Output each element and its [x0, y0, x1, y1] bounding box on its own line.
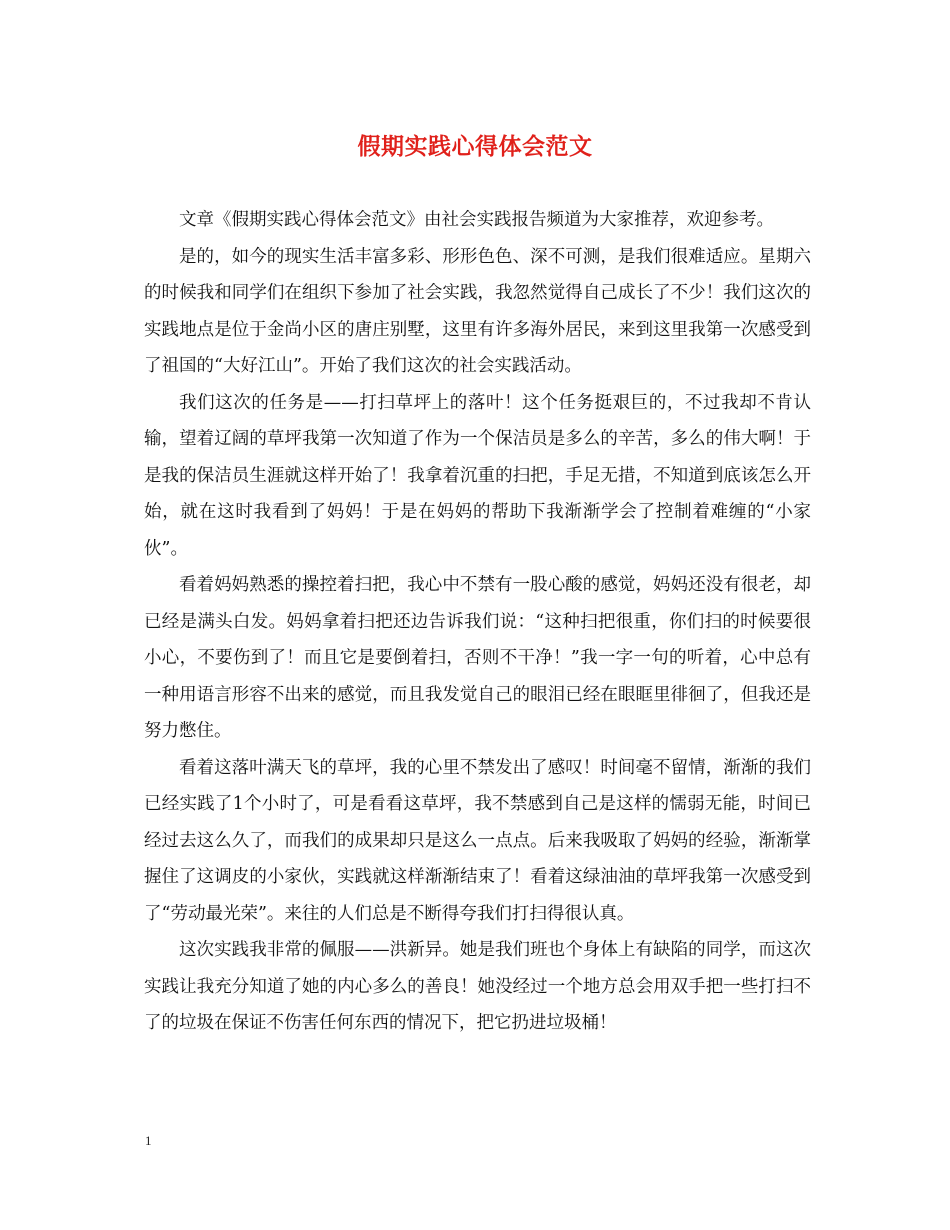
paragraph-4: 看着妈妈熟悉的操控着扫把，我心中不禁有一股心酸的感觉，妈妈还没有很老，却已经是满头白发。妈妈拿着扫把还边告诉我们说：“这种扫把很重，你们扫的时候要很小心，不要伤到了！而且它是要倒着扫，否则不干净！”我一字一句的听着，心中总有一种用语言形容不出来的感觉，而且我发觉自己的眼泪已经在眼眶里徘徊了，但我还是努力憋住。	[144, 575, 811, 741]
paragraph-5: 看着这落叶满天飞的草坪，我的心里不禁发出了感叹！时间毫不留情，渐渐的我们已经实践了1个小时了，可是看看这草坪，我不禁感到自己是这样的懦弱无能，时间已经过去这么久了，而我们的成果却只是这么一点点。后来我吸取了妈妈的经验，渐渐掌握住了这调皮的小家伙，实践就这样渐渐结束了！看着这绿油油的草坪我第一次感受到了“劳动最光荣”。来往的人们总是不断得夸我们打扫得很认真。	[144, 757, 811, 924]
page-number: 1	[145, 1133, 152, 1148]
paragraph-intro: 文章《假期实践心得体会范文》由社会实践报告频道为大家推荐，欢迎参考。	[179, 210, 774, 230]
paragraph-2: 是的，如今的现实生活丰富多彩、形形色色、深不可测，是我们很难适应。星期六的时候我和同学们在组织下参加了社会实践，我忽然觉得自己成长了不少！我们这次的实践地点是位于金尚小区的唐庄别墅，这里有许多海外居民，来到这里我第一次感受到了祖国的“大好江山”。开始了我们这次的社会实践活动。	[144, 246, 811, 376]
document-title: 假期实践心得体会范文	[357, 133, 593, 160]
document-body	[144, 202, 811, 1042]
paragraph-3: 我们这次的任务是——打扫草坪上的落叶！这个任务挺艰巨的，不过我却不肯认输，望着辽阔的草坪我第一次知道了作为一个保洁员是多么的辛苦，多么的伟大啊！于是我的保洁员生涯就这样开始了！我拿着沉重的扫把，手足无措，不知道到底该怎么开始，就在这时我看到了妈妈！于是在妈妈的帮助下我渐渐学会了控制着难缠的“小家伙”。	[144, 392, 811, 559]
paragraph-6: 这次实践我非常的佩服——洪新异。她是我们班也个身体上有缺陷的同学，而这次实践让我充分知道了她的内心多么的善良！她没经过一个地方总会用双手把一些打扫不了的垃圾在保证不伤害任何东西的情况下，把它扔进垃圾桶！	[144, 940, 811, 1033]
